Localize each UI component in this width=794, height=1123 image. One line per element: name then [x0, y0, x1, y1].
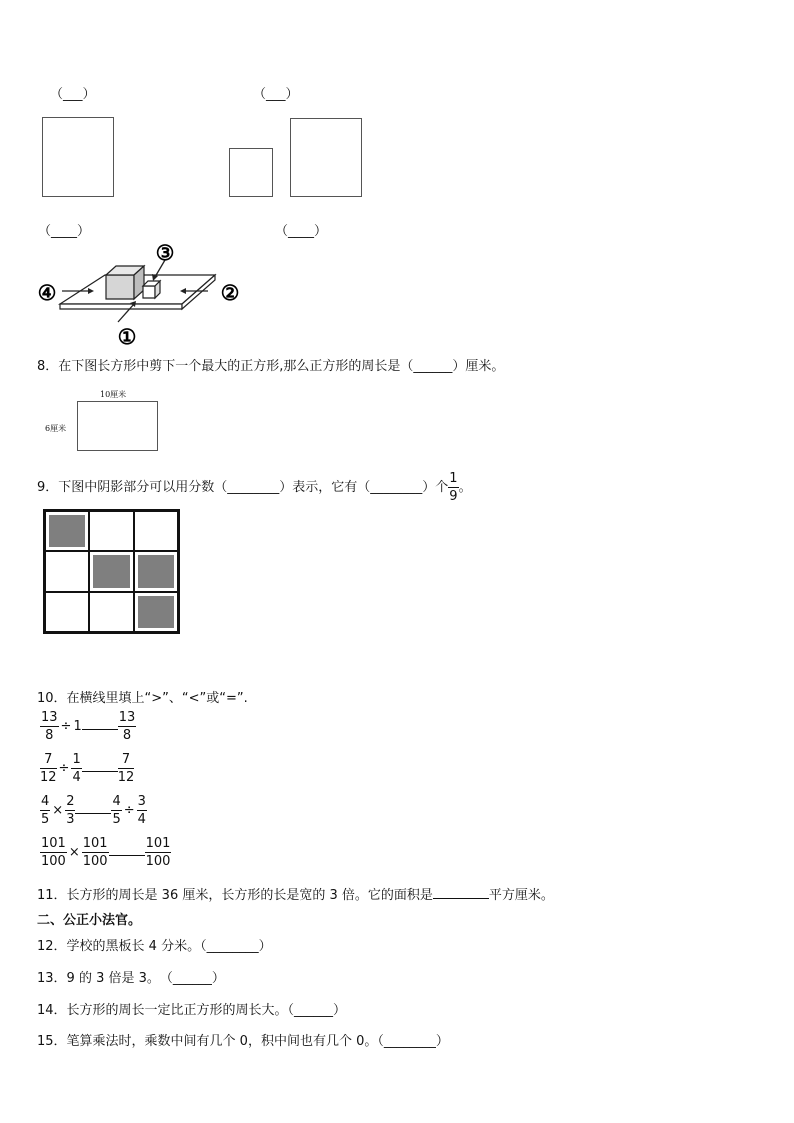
row3-answer-blank[interactable] — [75, 813, 111, 814]
area-answer-blank[interactable] — [433, 898, 489, 899]
question-8-text: 8．在下图长方形中剪下一个最大的正方形,那么正方形的周长是（______）厘米。 — [37, 359, 505, 374]
row4-b-num: 101 — [82, 836, 108, 851]
row3-e-den: 4 — [137, 812, 146, 827]
fraction-numerator: 1 — [449, 471, 458, 486]
fraction-grid — [43, 509, 180, 634]
row4-c-den: 100 — [145, 854, 171, 869]
question-12-text: 12．学校的黑板长 4 分米。（________） — [37, 939, 272, 954]
row3-c-den: 5 — [112, 812, 121, 827]
section-2-title: 二、公正小法官。 — [37, 913, 142, 928]
compare-row-3 — [40, 795, 147, 826]
question-9-text-b: 。 — [458, 480, 472, 495]
question-15-text: 15．笔算乘法时，乘数中间有几个 0，积中间也有几个 0。（________） — [37, 1034, 449, 1049]
grid-cell-2-0 — [45, 592, 89, 632]
row2-c-num: 7 — [118, 753, 135, 769]
row3-a-den: 5 — [41, 812, 50, 827]
view-label-2: ② — [220, 280, 240, 305]
question-13-text: 13．9 的 3 倍是 3。 （______） — [37, 971, 225, 986]
row4-b-den: 100 — [82, 854, 108, 869]
row2-a-den: 12 — [40, 770, 57, 785]
view-square-large-right — [290, 118, 362, 197]
question-10-text: 10．在横线里填上“>”、“<”或“=”. — [37, 691, 248, 706]
question-11-text-a: 11．长方形的周长是 36 厘米，长方形的长是宽的 3 倍。它的面积是 — [37, 888, 433, 903]
fraction-one-ninth — [448, 472, 458, 503]
row3-op2: ÷ — [123, 803, 135, 818]
view-square-small — [229, 148, 273, 197]
rect-height-label: 6厘米 — [45, 424, 67, 433]
row2-answer-blank[interactable] — [82, 771, 118, 772]
fraction-denominator: 9 — [449, 489, 458, 504]
row4-answer-blank[interactable] — [109, 855, 145, 856]
row1-a-den: 8 — [45, 728, 54, 743]
row1-answer-blank[interactable] — [82, 729, 118, 730]
row2-a-num: 7 — [40, 753, 57, 769]
view-label-3: ③ — [155, 240, 175, 265]
answer-blank-bottom-1[interactable]: （____） — [38, 224, 91, 239]
row3-c-num: 4 — [112, 794, 121, 809]
row1-b: 1 — [73, 719, 82, 734]
question-11-text — [37, 884, 554, 903]
row2-b-den: 4 — [72, 770, 81, 785]
row1-c-num: 13 — [118, 710, 136, 725]
row4-c-num: 101 — [145, 836, 171, 851]
grid-cell-1-2 — [134, 551, 178, 591]
row1-c-den: 8 — [122, 728, 132, 743]
row3-b-num: 2 — [66, 794, 75, 809]
compare-row-1 — [40, 711, 136, 742]
question-11-text-b: 平方厘米。 — [488, 888, 554, 903]
row2-op: ÷ — [58, 761, 70, 776]
compare-row-2 — [40, 753, 134, 784]
question-9-text — [37, 472, 472, 503]
row2-c-den: 12 — [117, 770, 135, 785]
row4-a-num: 101 — [41, 836, 66, 851]
rectangle-figure — [77, 401, 158, 451]
small-cube-front — [143, 286, 155, 298]
row3-a-num: 4 — [41, 794, 50, 809]
cube-view-figure — [30, 238, 255, 350]
rect-width-label: 10厘米 — [100, 390, 127, 399]
view-square-large-left — [42, 117, 114, 197]
answer-blank-top-2[interactable]: （___） — [253, 87, 299, 102]
grid-cell-2-2 — [134, 592, 178, 632]
grid-cell-0-1 — [89, 511, 133, 551]
compare-row-4 — [40, 837, 171, 868]
row2-b-num: 1 — [72, 752, 81, 767]
row3-b-den: 3 — [66, 812, 75, 827]
grid-cell-0-0 — [45, 511, 89, 551]
grid-cell-2-1 — [89, 592, 133, 632]
grid-cell-1-1 — [89, 551, 133, 591]
grid-cell-1-0 — [45, 551, 89, 591]
big-cube-front — [106, 275, 134, 299]
question-14-text: 14．长方形的周长一定比正方形的周长大。（______） — [37, 1003, 347, 1018]
view-label-1: ① — [117, 324, 137, 349]
view-label-4: ④ — [37, 280, 57, 305]
row4-a-den: 100 — [41, 854, 66, 869]
board-front — [60, 304, 182, 309]
row4-op: × — [68, 845, 80, 860]
answer-blank-bottom-2[interactable]: （____） — [275, 224, 328, 239]
row3-op1: × — [52, 803, 64, 818]
answer-blank-top-1[interactable]: （___） — [50, 87, 96, 102]
grid-cell-0-2 — [134, 511, 178, 551]
row1-op: ÷ — [60, 719, 72, 734]
row1-a-num: 13 — [41, 710, 58, 725]
question-9-text-a: 9．下图中阴影部分可以用分数（________）表示，它有（________）个 — [37, 480, 449, 495]
row3-e-num: 3 — [137, 794, 146, 809]
